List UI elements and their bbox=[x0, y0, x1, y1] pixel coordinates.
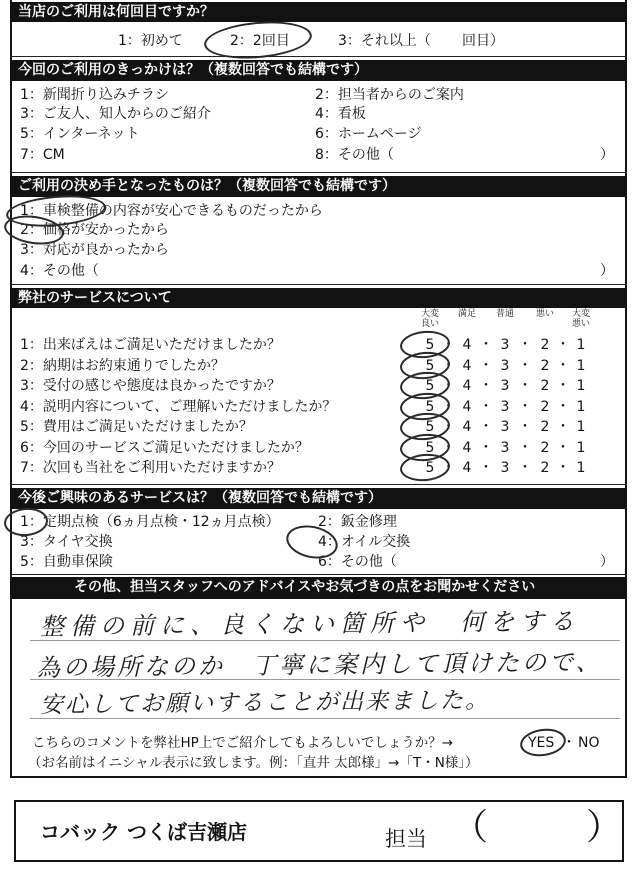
consent-no: NO bbox=[578, 735, 600, 751]
divider bbox=[10, 172, 627, 173]
q5-option-2: 2：鈑金修理 bbox=[318, 514, 397, 530]
rating-separator: ・ bbox=[441, 419, 456, 435]
rating-separator: ・ bbox=[518, 337, 532, 353]
rating-separator: ・ bbox=[556, 337, 570, 353]
rating-option-3: 3 bbox=[500, 357, 510, 374]
rating-separator: ・ bbox=[441, 398, 456, 415]
q1-option-2: 2：2回目 bbox=[230, 33, 290, 49]
q4-question-2: 2：納期はお約束通りでしたか？ bbox=[20, 357, 225, 374]
q4-question-1: 1：出来ばえはご満足いただけましたか？ bbox=[20, 337, 281, 353]
rating-option-2: 2 bbox=[540, 439, 550, 456]
rating-separator: ・ bbox=[441, 460, 456, 476]
q2-option-1: 1：新聞折り込みチラシ bbox=[20, 87, 169, 103]
consent-question: こちらのコメントを弊社HP上でご紹介してもよろしいでしょうか？→ bbox=[32, 735, 454, 751]
q5-option-1: 1：定期点検（6ヵ月点検・12ヵ月点検） bbox=[20, 514, 280, 530]
rating-scale-label-2: 満足 bbox=[457, 309, 476, 319]
q6-title: その他、担当スタッフへのアドバイスやお気づきの点をお聞かせください bbox=[74, 579, 536, 595]
q2-option-4: 4：看板 bbox=[315, 106, 366, 122]
rating-separator: ・ bbox=[479, 439, 493, 456]
q3-other-close: ） bbox=[600, 263, 614, 279]
q1-option-1: 1：初めて bbox=[118, 33, 183, 49]
q2-option-7: 7：CM bbox=[20, 147, 65, 163]
rating-scale-label-4: 悪い bbox=[535, 309, 554, 319]
q2-option-3: 3：ご友人、知人からのご紹介 bbox=[20, 106, 211, 122]
rating-separator: ・ bbox=[556, 357, 570, 374]
rating-separator: ・ bbox=[556, 419, 570, 435]
rating-option-1: 1 bbox=[576, 378, 586, 394]
staff-paren-close: ） bbox=[586, 807, 623, 848]
rating-separator: ・ bbox=[556, 439, 570, 456]
q1-title: 当店のご利用は何回目ですか？ bbox=[18, 4, 214, 20]
store-name: コバック つくば吉瀬店 bbox=[40, 820, 247, 844]
q4-header bbox=[10, 288, 627, 308]
q3-title: ご利用の決め手となったものは？（複数回答でも結構です） bbox=[18, 178, 396, 194]
rating-separator: ・ bbox=[518, 398, 532, 415]
divider bbox=[10, 284, 627, 285]
rating-option-1: 1 bbox=[576, 398, 586, 415]
rating-separator: ・ bbox=[441, 337, 456, 353]
q4-question-3: 3：受付の感じや態度は良かったですか？ bbox=[20, 378, 281, 394]
handwritten-comment-line-1: 整備の前に、良くない箇所や 何をする bbox=[39, 607, 581, 641]
rating-separator: ・ bbox=[518, 378, 532, 394]
q2-header bbox=[10, 60, 627, 81]
rating-option-2: 2 bbox=[540, 460, 550, 476]
divider bbox=[10, 574, 627, 575]
q5-header bbox=[10, 488, 627, 509]
rating-option-5: 5 bbox=[425, 357, 435, 374]
rating-separator: ・ bbox=[556, 398, 570, 415]
q2-other-close: ） bbox=[600, 147, 614, 163]
q5-option-6: 6：その他（ bbox=[318, 554, 397, 570]
q6-header bbox=[10, 577, 627, 599]
rating-option-2: 2 bbox=[540, 378, 550, 394]
rating-option-5: 5 bbox=[425, 460, 435, 476]
rating-option-3: 3 bbox=[500, 460, 510, 476]
rating-scale-label-3: 普通 bbox=[495, 309, 514, 319]
rating-option-3: 3 bbox=[500, 439, 510, 456]
q5-title: 今後ご興味のあるサービスは？（複数回答でも結構です） bbox=[18, 490, 382, 506]
rating-option-5: 5 bbox=[425, 439, 435, 456]
ruled-line bbox=[30, 679, 620, 680]
rating-separator: ・ bbox=[518, 419, 532, 435]
rating-separator: ・ bbox=[556, 378, 570, 394]
rating-option-3: 3 bbox=[500, 419, 510, 435]
q3-option-1: 1：車検整備の内容が安心できるものだったから bbox=[20, 203, 323, 219]
q5-option-4: 4：オイル交換 bbox=[318, 534, 411, 550]
q3-header bbox=[10, 176, 627, 197]
rating-option-3: 3 bbox=[500, 337, 510, 353]
consent-note: （お名前はイニシャル表示に致します。例：「直井 太郎様」→「T・N様」） bbox=[28, 755, 479, 771]
q2-option-8: 8：その他（ bbox=[315, 147, 394, 163]
rating-option-4: 4 bbox=[462, 439, 472, 456]
consent-yes: YES bbox=[528, 735, 555, 751]
q2-title: 今回のご利用のきっかけは？（複数回答でも結構です） bbox=[18, 62, 368, 78]
rating-separator: ・ bbox=[518, 357, 532, 374]
rating-option-1: 1 bbox=[576, 357, 586, 374]
q4-question-5: 5：費用はご満足いただけましたか？ bbox=[20, 419, 253, 435]
q2-option-5: 5：インターネット bbox=[20, 126, 140, 142]
rating-option-2: 2 bbox=[540, 337, 550, 353]
q3-option-3: 3：対応が良かったから bbox=[20, 242, 169, 258]
rating-separator: ・ bbox=[479, 378, 493, 394]
rating-separator: ・ bbox=[441, 357, 456, 374]
rating-separator: ・ bbox=[441, 439, 456, 456]
q4-question-7: 7：次回も当社をご利用いただけますか？ bbox=[20, 460, 281, 476]
rating-separator: ・ bbox=[479, 419, 493, 435]
rating-option-1: 1 bbox=[576, 460, 586, 476]
q1-header bbox=[10, 2, 627, 22]
rating-option-4: 4 bbox=[462, 337, 472, 353]
q4-question-4: 4：説明内容について、ご理解いただけましたか？ bbox=[20, 398, 337, 415]
rating-option-1: 1 bbox=[576, 419, 586, 435]
consent-separator: ・ bbox=[562, 735, 576, 751]
rating-separator: ・ bbox=[479, 398, 493, 415]
q3-option-4: 4：その他（ bbox=[20, 263, 99, 279]
q3-option-2: 2：価格が安かったから bbox=[20, 222, 169, 238]
rating-option-5: 5 bbox=[425, 337, 435, 353]
rating-option-1: 1 bbox=[576, 337, 586, 353]
rating-option-4: 4 bbox=[462, 378, 472, 394]
q1-times-close: 回目） bbox=[462, 33, 504, 49]
rating-option-1: 1 bbox=[576, 439, 586, 456]
q5-other-close: ） bbox=[600, 554, 614, 570]
staff-paren-open: （ bbox=[452, 807, 489, 848]
rating-separator: ・ bbox=[479, 357, 493, 374]
q1-option-3: 3：それ以上（ bbox=[338, 33, 431, 49]
q5-option-3: 3：タイヤ交換 bbox=[20, 534, 113, 550]
rating-option-4: 4 bbox=[462, 460, 472, 476]
rating-separator: ・ bbox=[479, 460, 493, 476]
q5-option-5: 5：自動車保険 bbox=[20, 554, 113, 570]
staff-label: 担当 bbox=[385, 827, 427, 851]
rating-separator: ・ bbox=[518, 439, 532, 456]
rating-separator: ・ bbox=[518, 460, 532, 476]
rating-scale-label-1: 大変良い bbox=[420, 309, 439, 329]
rating-option-5: 5 bbox=[425, 398, 435, 415]
rating-option-2: 2 bbox=[540, 398, 550, 415]
divider bbox=[10, 484, 627, 485]
handwritten-comment-line-2: 為の場所なのか 丁寧に案内して頂けたので、 bbox=[35, 648, 603, 682]
rating-option-3: 3 bbox=[500, 398, 510, 415]
ruled-line bbox=[30, 718, 620, 719]
rating-option-5: 5 bbox=[425, 378, 435, 394]
q4-question-6: 6：今回のサービスご満足いただけましたか？ bbox=[20, 439, 309, 456]
rating-option-2: 2 bbox=[540, 357, 550, 374]
rating-option-2: 2 bbox=[540, 419, 550, 435]
rating-scale-label-5: 大変悪い bbox=[571, 309, 590, 329]
rating-option-5: 5 bbox=[425, 419, 435, 435]
rating-separator: ・ bbox=[556, 460, 570, 476]
q2-option-2: 2：担当者からのご案内 bbox=[315, 87, 464, 103]
q2-option-6: 6：ホームページ bbox=[315, 126, 422, 142]
rating-separator: ・ bbox=[479, 337, 493, 353]
q4-title: 弊社のサービスについて bbox=[18, 290, 172, 306]
rating-option-4: 4 bbox=[462, 398, 472, 415]
handwritten-comment-line-3: 安心してお願いすることが出来ました。 bbox=[39, 687, 491, 719]
rating-option-4: 4 bbox=[462, 419, 472, 435]
rating-option-3: 3 bbox=[500, 378, 510, 394]
rating-separator: ・ bbox=[441, 378, 456, 394]
divider bbox=[10, 56, 627, 57]
ruled-line bbox=[30, 640, 620, 641]
rating-option-4: 4 bbox=[462, 357, 472, 374]
